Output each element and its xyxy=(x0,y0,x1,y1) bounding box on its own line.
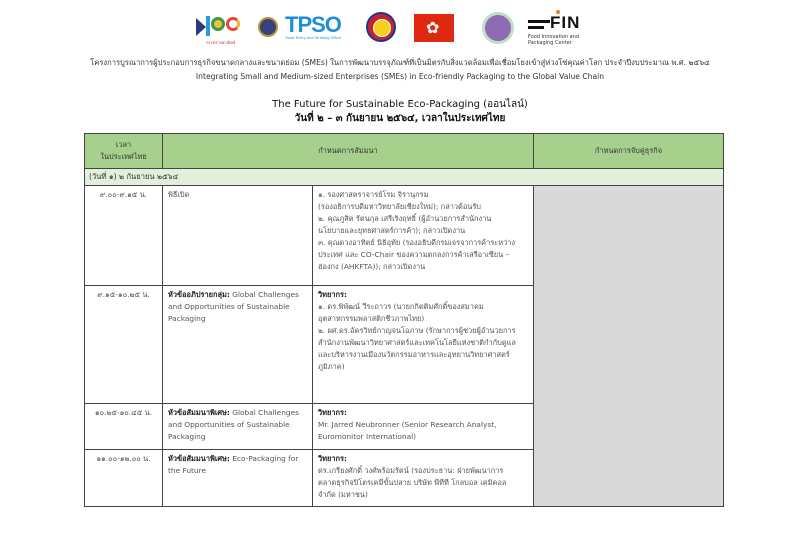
header-business-matching: กำหนดการจับคู่ธุรกิจ xyxy=(534,134,724,169)
time-cell: ๑๐.๒๕-๑๐.๔๕ น. xyxy=(85,404,163,450)
time-cell: ๙.๑๕-๑๐.๒๕ น. xyxy=(85,286,163,404)
header-time: เวลา ในประเทศไทย xyxy=(85,134,163,169)
topic-cell: หัวข้ออภิปรายกลุ่ม: Global Challenges and Opportunities of Sustainable Packaging xyxy=(163,286,313,404)
table-header-row xyxy=(85,134,724,169)
asean-logo xyxy=(366,12,396,42)
speakers-cell: วิทยากร: ดร.เกรียงศักดิ์ วงศ์พร้อมรัตน์ (รองประธาน: ฝ่ายพัฒนาการ ตลาดธุรกิจปิโตรเคมีขั้นปลาย บริษัท พีทีที โกลบอล เคมิคอล จำกัด (มหาชน) xyxy=(313,450,534,507)
date-label: (วันที่ ๑) ๒ กันยายน ๒๕๖๔ xyxy=(85,169,724,186)
fin-wordmark: FIN xyxy=(550,13,581,32)
speakers-cell: วิทยากร: Mr. Jarred Neubronner (Senior Research Analyst, Euromonitor International) xyxy=(313,404,534,450)
project-title-thai: โครงการบูรณาการผู้ประกอบการธุรกิจขนาดกลางและขนาดย่อม (SMEs) ในการพัฒนาบรรจุภัณฑ์ที่เป็นมิตรกับสิ่งแวดล้อมเพื่อเชื่อมโยงเข้าสู่ห่วงโซ่คุณค่าโลก ประจำปีงบประมาณ พ.ศ. ๒๕๖๔ xyxy=(90,58,710,67)
topic-cell: หัวข้อสัมมนาพิเศษ: Eco-Packaging for the Future xyxy=(163,450,313,507)
time-cell: ๙.๐๐-๙.๑๕ น. xyxy=(85,186,163,286)
moc-caption: กระทรวงพาณิชย์ xyxy=(206,40,236,45)
moc-100-logo xyxy=(196,14,248,50)
project-title-english: Integrating Small and Medium-sized Enterprises (SMEs) in Eco-friendly Packaging to the Global Value Chain xyxy=(195,72,605,81)
topic-cell: พิธีเปิด xyxy=(163,186,313,286)
event-title: The Future for Sustainable Eco-Packaging (ออนไลน์) xyxy=(272,99,528,110)
business-matching-cell xyxy=(534,186,724,507)
date-row xyxy=(85,169,724,186)
time-cell: ๑๑.๐๐-๑๒.๐๐ น. xyxy=(85,450,163,507)
tpso-wordmark: TPSO xyxy=(285,12,341,37)
topic-cell: หัวข้อสัมมนาพิเศษ: Global Challenges and Opportunities of Sustainable Packaging xyxy=(163,404,313,450)
tpso-caption: Trade Policy and Strategy Office xyxy=(285,36,341,40)
header-seminar: กำหนดการสัมมนา xyxy=(163,134,534,169)
cmu-seal-logo xyxy=(482,12,514,44)
hong-kong-flag-logo xyxy=(414,14,454,42)
ministry-seal-logo xyxy=(258,17,278,37)
bauhinia-icon: ✿ xyxy=(426,18,440,37)
logo-strip xyxy=(0,14,800,54)
agenda-table xyxy=(84,133,724,507)
event-date: วันที่ ๒ – ๓ กันยายน ๒๕๖๔, เวลาในประเทศไทย xyxy=(294,113,506,124)
speakers-cell: วิทยากร: ๑. ดร.พิพัฒน์ วีระถาวร (นายกกิตติมศักดิ์ของสมาคม อุตสาหกรรมพลาสติกชีวภาพไทย) ๒. ผศ.ดร.อัครวิทย์กาญจนโอภาษ (รักษาการผู้ช่วยผู้อำนวยการ สำนักงานพัฒนาวิทยาศาสตร์และเทคโนโลยีแห่งชาติกำกับดูแล และบริหารงานเมืองนวัตกรรมอาหารและอุทยานวิทยาศาสตร์ ภูมิภาค) xyxy=(313,286,534,404)
speakers-cell: ๑. รองศาสตราจารย์โรม จิรานุกรม (รองอธิการบดีมหาวิทยาลัยเชียงใหม่); กล่าวต้อนรับ ๒. คุณภูสิต รัตนกุล เสรีเริงฤทธิ์ (ผู้อำนวยการสำนักงาน นโยบายและยุทธศาสตร์การค้า); กล่าวเปิดงาน ๓. คุณดวงอาทิตย์ นิธิอุทัย (รองอธิบดีกรมเจรจาการค้าระหว่าง ประเทศ และ CO-Chair ของความตกลงการค้าเสรีอาเซียน – ฮ่องกง (AHKFTA)); กล่าวเปิดงาน xyxy=(313,186,534,286)
tpso-logo xyxy=(285,14,343,50)
fin-caption: Food Innovation and Packaging Center xyxy=(528,34,580,46)
fin-logo xyxy=(528,14,598,50)
table-row xyxy=(85,186,724,286)
